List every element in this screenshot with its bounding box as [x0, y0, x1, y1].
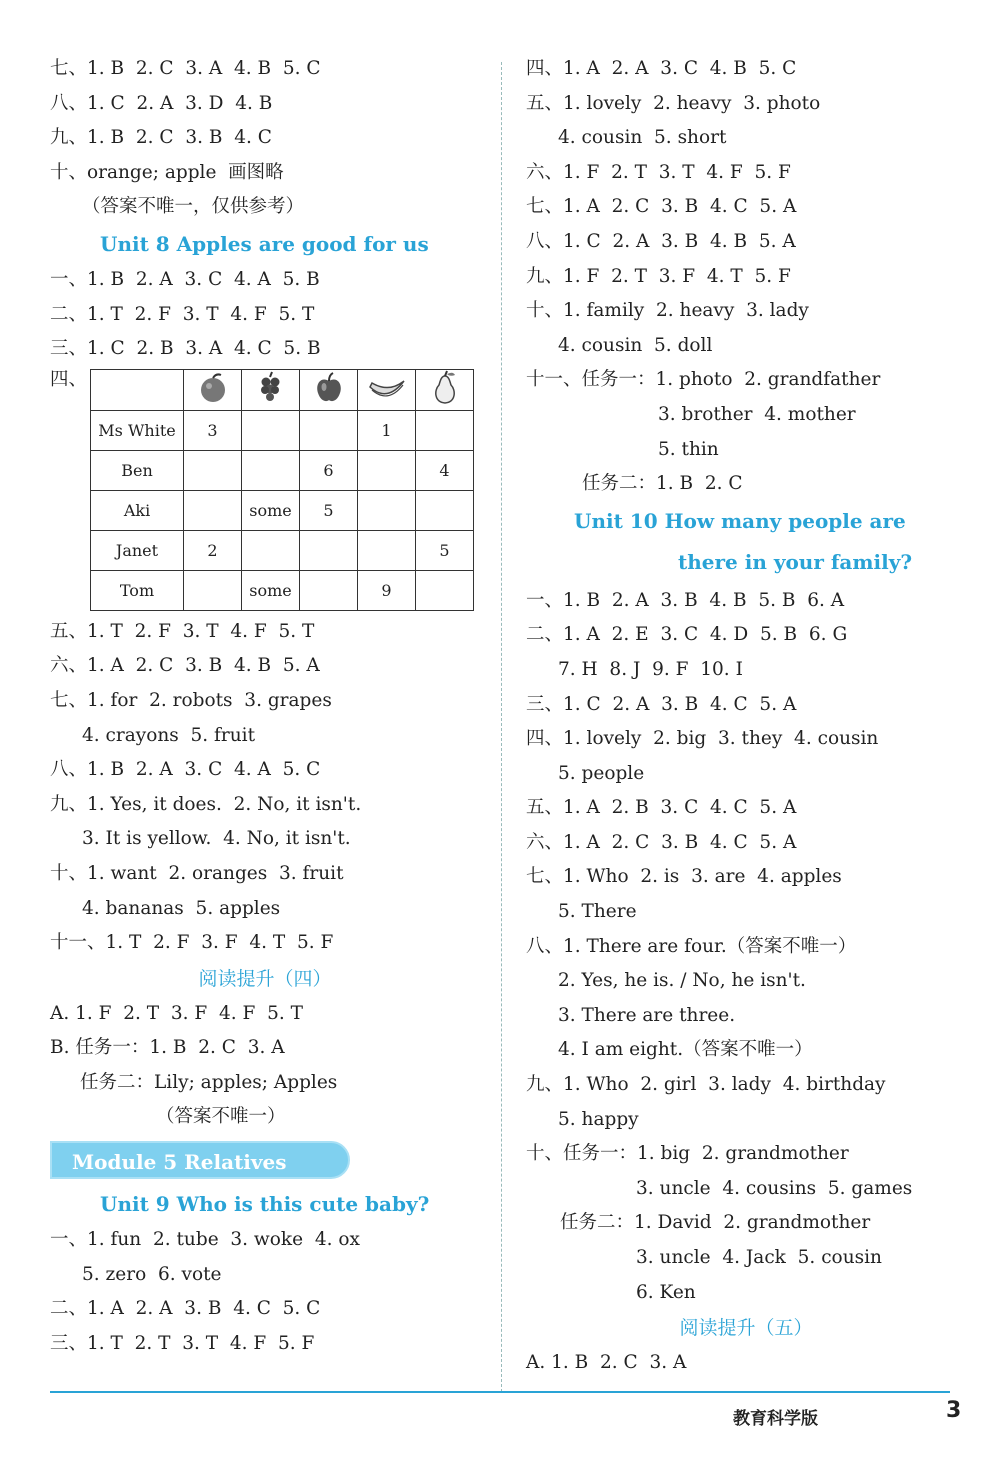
- answer-line: 3. It is yellow. 4. No, it isn't.: [82, 828, 351, 850]
- answer-line: 4. cousin 5. doll: [558, 334, 713, 356]
- answer-line: 十、1. want 2. oranges 3. fruit: [50, 862, 344, 884]
- fruit-table-section: [50, 369, 480, 611]
- module-5-banner: Module 5 Relatives: [50, 1141, 350, 1179]
- answer-line: 4. crayons 5. fruit: [82, 724, 256, 746]
- publisher-label: 教育科学版: [733, 1409, 818, 1429]
- answer-line: 十、1. family 2. heavy 3. lady: [526, 300, 809, 322]
- page-number: 3: [946, 1398, 962, 1423]
- answer-line: 3. uncle 4. cousins 5. games: [636, 1177, 913, 1199]
- fruit-table: [90, 369, 474, 611]
- unit-8-heading: Unit 8 Apples are good for us: [100, 231, 429, 256]
- answer-line: 5. happy: [558, 1108, 639, 1130]
- table-cell: 4: [416, 450, 474, 490]
- answer-line: 四、1. lovely 2. big 3. they 4. cousin: [526, 728, 879, 750]
- table-cell: [358, 530, 416, 570]
- answer-line: 7. H 8. J 9. F 10. I: [558, 658, 743, 680]
- answer-line: 十、orange; apple 画图略: [50, 161, 284, 183]
- table-cell: 5: [300, 490, 358, 530]
- answer-line: 九、1. B 2. C 3. B 4. C: [50, 127, 272, 149]
- answer-line: 4. cousin 5. short: [558, 127, 727, 149]
- table-cell: some: [242, 570, 300, 610]
- table-cell: 1: [358, 410, 416, 450]
- answer-line: 八、1. B 2. A 3. C 4. A 5. C: [50, 759, 321, 781]
- table-cell: 6: [300, 450, 358, 490]
- answer-line: 七、1. Who 2. is 3. are 4. apples: [526, 866, 842, 888]
- table-cell: [184, 450, 242, 490]
- table-cell: [300, 570, 358, 610]
- table-cell: 2: [184, 530, 242, 570]
- answer-line: 四、1. A 2. A 3. C 4. B 5. C: [526, 58, 797, 79]
- table-cell: [416, 490, 474, 530]
- section-label: 四、: [50, 368, 88, 390]
- answer-line: 一、1. fun 2. tube 3. woke 4. ox: [50, 1229, 360, 1251]
- answer-note: （答案不唯一）: [156, 1106, 286, 1128]
- answer-line: 八、1. C 2. A 3. D 4. B: [50, 92, 273, 114]
- table-row: [91, 490, 474, 530]
- banana-icon: [358, 369, 416, 410]
- table-row: [91, 530, 474, 570]
- answer-line: 三、1. C 2. A 3. B 4. C 5. A: [526, 693, 797, 715]
- row-name: Ben: [91, 450, 184, 490]
- answer-line: 八、1. C 2. A 3. B 4. B 5. A: [526, 230, 796, 252]
- answer-line: 二、1. A 2. A 3. B 4. C 5. C: [50, 1298, 321, 1320]
- reading-section-heading: 阅读提升（五）: [679, 1317, 813, 1340]
- row-name: Tom: [91, 570, 184, 610]
- answer-line: 六、1. F 2. T 3. T 4. F 5. F: [526, 161, 791, 183]
- table-row: [91, 450, 474, 490]
- answer-line: B. 任务一：1. B 2. C 3. A: [50, 1037, 285, 1059]
- table-cell: [416, 410, 474, 450]
- table-cell: 9: [358, 570, 416, 610]
- table-cell: [242, 410, 300, 450]
- answer-line: 5. thin: [658, 438, 719, 460]
- row-name: Ms White: [91, 410, 184, 450]
- answer-line: 六、1. A 2. C 3. B 4. C 5. A: [526, 831, 797, 853]
- orange-icon: [184, 369, 242, 410]
- answer-line: 二、1. A 2. E 3. C 4. D 5. B 6. G: [526, 624, 848, 646]
- table-cell: [416, 570, 474, 610]
- table-cell: 5: [416, 530, 474, 570]
- column-divider: [501, 62, 502, 1392]
- answer-line: 十一、任务一：1. photo 2. grandfather: [526, 369, 881, 391]
- table-header-row: [91, 369, 474, 410]
- table-cell: [184, 490, 242, 530]
- answer-line: A. 1. B 2. C 3. A: [526, 1352, 687, 1374]
- answer-line: 九、1. F 2. T 3. F 4. T 5. F: [526, 265, 791, 287]
- table-cell: 3: [184, 410, 242, 450]
- answer-line: 八、1. There are four.（答案不唯一）: [526, 935, 857, 957]
- answer-line: 五、1. T 2. F 3. T 4. F 5. T: [50, 620, 315, 642]
- apple-icon: [300, 369, 358, 410]
- table-cell: [242, 450, 300, 490]
- table-row: [91, 570, 474, 610]
- reading-section-heading: 阅读提升（四）: [198, 967, 332, 990]
- table-cell: [300, 530, 358, 570]
- table-cell: [358, 450, 416, 490]
- answer-line: 九、1. Yes, it does. 2. No, it isn't.: [50, 793, 362, 815]
- answer-line: 3. brother 4. mother: [658, 403, 856, 425]
- answer-line: 5. zero 6. vote: [82, 1263, 222, 1285]
- answer-line: 九、1. Who 2. girl 3. lady 4. birthday: [526, 1074, 886, 1096]
- row-name: Janet: [91, 530, 184, 570]
- answer-line: 三、1. C 2. B 3. A 4. C 5. B: [50, 338, 321, 360]
- answer-line: 三、1. T 2. T 3. T 4. F 5. F: [50, 1332, 315, 1354]
- answer-line: 任务二：Lily; apples; Apples: [80, 1071, 338, 1093]
- table-cell: [184, 570, 242, 610]
- footer-rule: [50, 1391, 950, 1393]
- table-cell: [300, 410, 358, 450]
- answer-line: 3. uncle 4. Jack 5. cousin: [636, 1247, 882, 1268]
- pear-icon: [416, 369, 474, 410]
- answer-line: 5. people: [558, 762, 645, 784]
- answer-line: 一、1. B 2. A 3. B 4. B 5. B 6. A: [526, 589, 845, 611]
- unit-10-heading: Unit 10 How many people are: [574, 508, 906, 533]
- table-row: [91, 410, 474, 450]
- unit-10-heading-line2: there in your family?: [678, 549, 913, 574]
- answer-line: 十一、1. T 2. F 3. F 4. T 5. F: [50, 932, 334, 954]
- table-cell: [242, 530, 300, 570]
- right-column: [526, 52, 966, 1381]
- answer-line: 七、1. B 2. C 3. A 4. B 5. C: [50, 58, 321, 79]
- answer-line: 任务二：1. B 2. C: [582, 473, 743, 495]
- answer-line: 2. Yes, he is. / No, he isn't.: [558, 970, 806, 992]
- unit-9-heading: Unit 9 Who is this cute baby?: [100, 1192, 430, 1217]
- answer-line: 五、1. A 2. B 3. C 4. C 5. A: [526, 797, 797, 819]
- answer-line: 五、1. lovely 2. heavy 3. photo: [526, 92, 821, 114]
- table-cell: some: [242, 490, 300, 530]
- row-name: Aki: [91, 490, 184, 530]
- answer-line: A. 1. F 2. T 3. F 4. F 5. T: [50, 1002, 304, 1024]
- answer-line: 二、1. T 2. F 3. T 4. F 5. T: [50, 303, 315, 325]
- answer-line: 七、1. for 2. robots 3. grapes: [50, 689, 332, 711]
- answer-line: 4. I am eight.（答案不唯一）: [558, 1039, 813, 1061]
- answer-line: 3. There are three.: [558, 1004, 736, 1026]
- answer-line: 七、1. A 2. C 3. B 4. C 5. A: [526, 196, 797, 218]
- table-cell: [358, 490, 416, 530]
- left-column: [50, 52, 480, 1361]
- answer-line: 十、任务一：1. big 2. grandmother: [526, 1143, 849, 1165]
- answer-line: 任务二：1. David 2. grandmother: [560, 1212, 871, 1234]
- grapes-icon: [242, 369, 300, 410]
- answer-line: 5. There: [558, 901, 637, 923]
- answer-line: 六、1. A 2. C 3. B 4. B 5. A: [50, 655, 320, 677]
- answer-line: 6. Ken: [636, 1281, 696, 1303]
- answer-line: 4. bananas 5. apples: [82, 897, 281, 919]
- answer-line: 一、1. B 2. A 3. C 4. A 5. B: [50, 268, 320, 290]
- answer-note: （答案不唯一，仅供参考）: [82, 196, 305, 218]
